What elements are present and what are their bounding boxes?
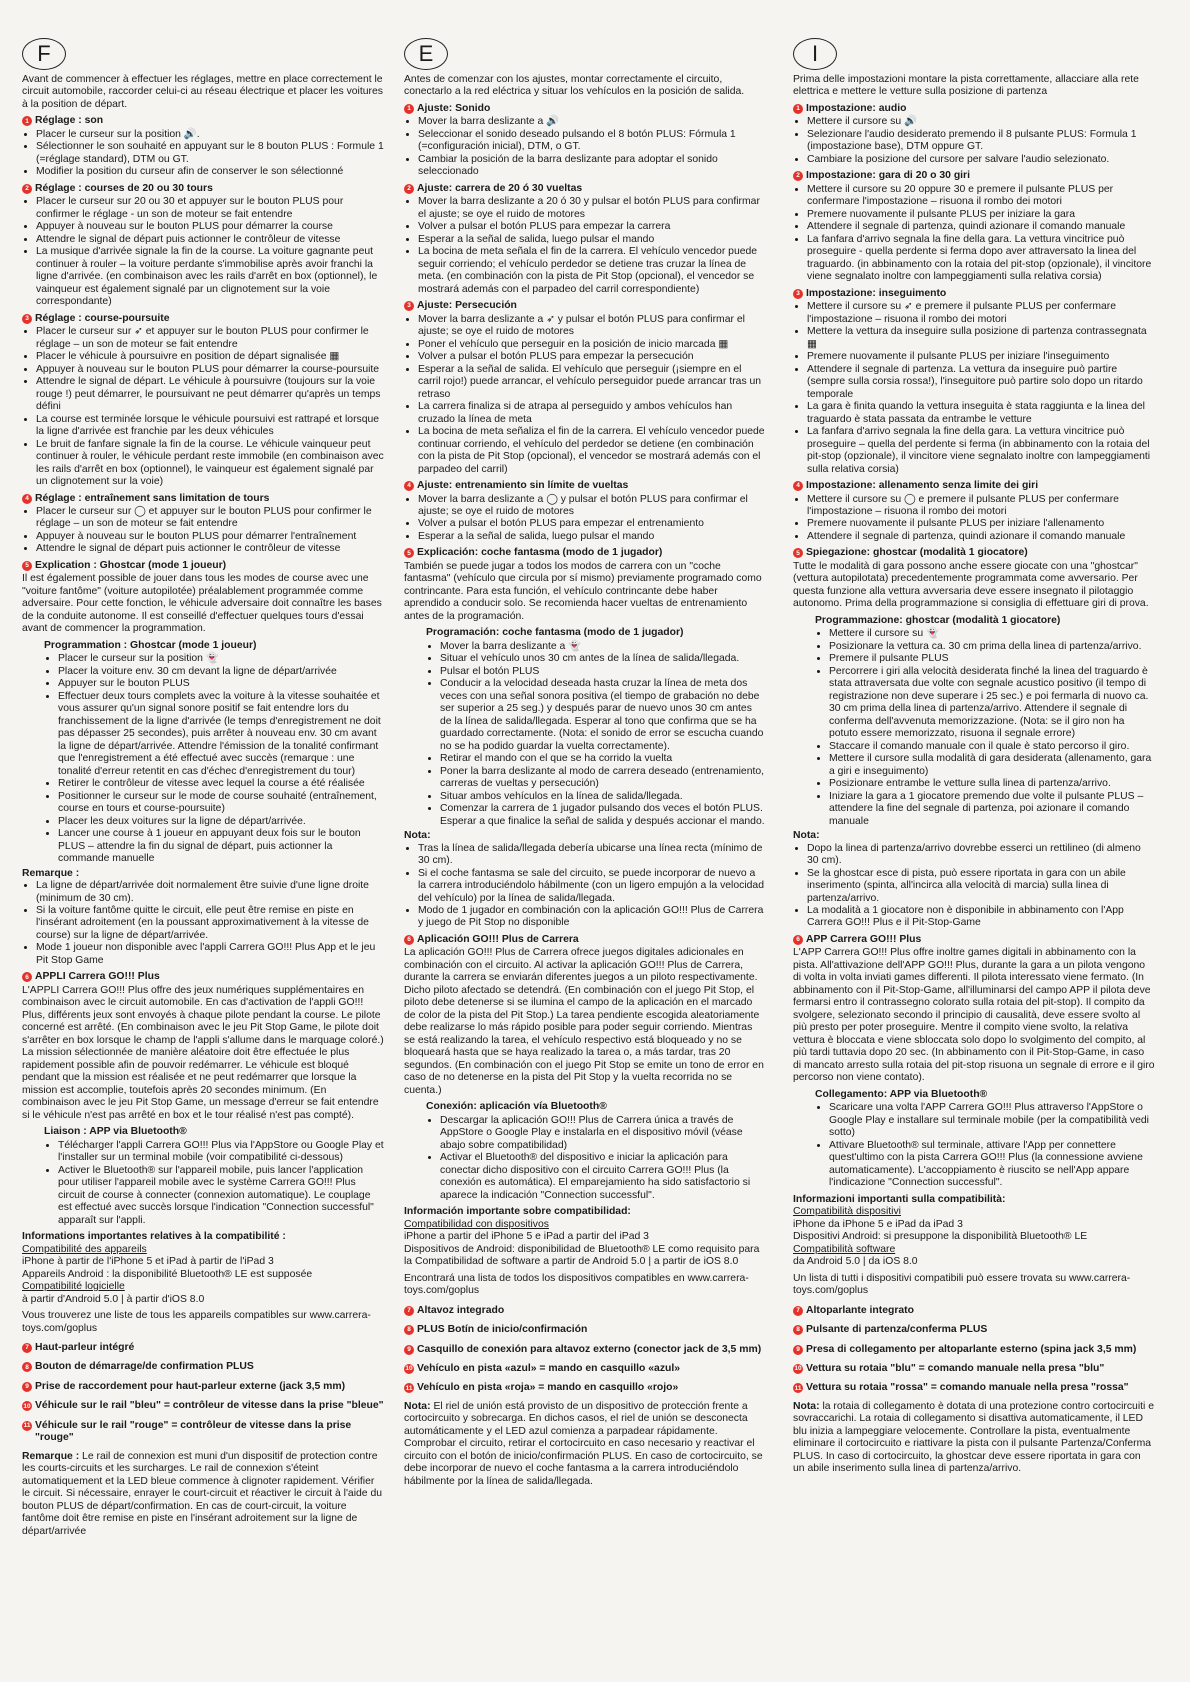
note-item: • Modo de 1 jugador en combinación con la aplicación GO!!! Plus de Carrera y juego de Pit Stop no disponible	[418, 905, 766, 930]
section-number: 3	[22, 314, 32, 324]
list-item: • Poner el vehículo que perseguir en la posición de inicio marcada ▦	[418, 339, 766, 351]
component-number: 10	[405, 1365, 413, 1373]
software-compat-label: Compatibilité logicielle	[22, 1281, 125, 1293]
list-item: • Mover la barra deslizante a 20 ó 30 y pulsar el botón PLUS para confirmar el ajuste; se oye el ruido de motores	[418, 196, 766, 221]
component-number: 9	[22, 1382, 32, 1392]
note-item: • Tras la línea de salida/llegada debería ubicarse una línea recta (mínimo de 30 cm).	[418, 843, 766, 868]
section-number: 1	[793, 104, 803, 114]
section-subtitle: Conexión: aplicación vía Bluetooth®	[426, 1101, 607, 1113]
list-item: • Mettere il cursore sulla modalità di gara desiderata (allenamento, gara a giri e inseguimento)	[829, 753, 1155, 778]
list-item: • Volver a pulsar el botón PLUS para empezar el entrenamiento	[418, 518, 766, 530]
list-item: • Placer le curseur sur ◯ et appuyer sur le bouton PLUS pour confirmer le réglage – un son de moteur se fait entendre	[36, 506, 384, 531]
note-title: Nota:	[404, 830, 431, 842]
intro-text: Prima delle impostazioni montare la pista correttamente, allacciare alla rete elettrica e mettere le vetture sulla posizione di partenza	[793, 74, 1139, 98]
section-list	[793, 628, 1155, 828]
component-number: 11	[405, 1384, 413, 1392]
component-label: Vettura su rotaia "rossa" = comando manuale nella presa "rossa"	[806, 1382, 1129, 1394]
device-compat-line-2: Dispositivos de Android: disponibilidad de Bluetooth® LE como requisito para la Compatibilidad de software a partir de Android 5.0 | a partir de iOS 8.0	[404, 1243, 760, 1268]
note-title: Nota:	[793, 830, 820, 842]
component-label: Prise de raccordement pour haut-parleur externe (jack 3,5 mm)	[35, 1380, 346, 1392]
section	[404, 547, 766, 930]
section-list	[793, 494, 1155, 544]
component-label: Casquillo de conexión para altavoz externo (conector jack de 3,5 mm)	[417, 1343, 762, 1355]
list-item: • Attendere il segnale di partenza. La vettura da inseguire può partire (sempre sulla corsia rossa!), l'inseguitore può partire solo dopo un ritardo temporale	[807, 364, 1155, 401]
list-item: • Iniziare la gara a 1 giocatore premendo due volte il pulsante PLUS – attendere la fine del segnale di partenza, poi azionare il comando manuale	[829, 791, 1155, 828]
device-compat-line-1: iPhone à partir de l'iPhone 5 et iPad à partir de l'iPad 3	[22, 1256, 274, 1268]
section-text: Tutte le modalità di gara possono anche essere giocate con una "ghostcar" (vettura autopilotata) precedentemente programmata come avversario. Per questa funzione alla vettura avversaria deve essere insegnato il pilotaggio autonomo. Prima della programmazione si consiglia di effettuare giri di prova.	[793, 560, 1149, 610]
note-title: Remarque :	[22, 867, 80, 879]
device-compat-label: Compatibilité des appareils	[22, 1243, 147, 1255]
list-item: • Conducir a la velocidad deseada hasta cruzar la línea de meta dos veces con una señal sonora positiva (el tiempo de grabación no debe ser superior a 25 seg.) y después parar de nuevo unos 30 cm antes de la línea de salida/llegada. Esperar al tono que confirma que se ha guardado correctamente. (Nota: el sonido de error se escucha cuando no se ha podido guardar la vuelta correctamente).	[440, 678, 766, 753]
component-legend-item	[793, 1305, 1155, 1317]
component-number: 7	[404, 1306, 414, 1316]
section-list	[22, 506, 384, 556]
final-note-text: El riel de unión está provisto de un dispositivo de protección frente a cortocircuito y sobrecarga. En dichos casos, el riel de unión se desconecta automáticamente y el LED azul comienza a parpadear rápidamente. Comprobar el circuito, retirar el cortocircuito en caso necesario y reactivar el circuito con el botón de inicio/confirmación PLUS. En caso de cortocircuito, se debe incorporar de nuevo el coche fantasma a la carrera introduciéndolo hábilmente por la línea de salida/llegada.	[404, 1400, 763, 1487]
list-item: • Comenzar la carrera de 1 jugador pulsando dos veces el botón PLUS. Esperar a que finalice la señal de salida y después accionar el mando.	[440, 803, 766, 828]
section-subtitle: Programación: coche fantasma (modo de 1 jugador)	[426, 627, 684, 639]
list-item: • La bocina de meta señaliza el fin de la carrera. El vehículo vencedor puede continuar corriendo, el vehículo del perdedor se detiene (en combinación con la pista de Pit Stop (opcional), el vencedor se mostrará además con el parpadeo del carril)	[418, 426, 766, 476]
list-item: • La carrera finaliza si de atrapa al perseguido y ambos vehículos han cruzado la línea de meta	[418, 401, 766, 426]
section-list	[793, 301, 1155, 476]
component-number: 8	[404, 1325, 414, 1335]
list-item: • Retirar el mando con el que se ha corrido la vuelta	[440, 753, 766, 765]
language-badge: F	[22, 38, 66, 70]
section-heading	[793, 480, 1155, 492]
section	[793, 547, 1155, 930]
section-heading	[22, 560, 384, 572]
list-item: • Esperar a la señal de salida, luego pulsar el mando	[418, 234, 766, 246]
section-heading	[22, 313, 384, 325]
component-number: 11	[23, 1422, 31, 1430]
section-list	[22, 1140, 384, 1227]
intro-text: Avant de commencer à effectuer les réglages, mettre en place correctement le circuit automobile, raccorder celui-ci au réseau électrique et placer les voitures à la position de départ.	[22, 74, 383, 110]
list-item: • Volver a pulsar el botón PLUS para empezar la persecución	[418, 351, 766, 363]
section-number: 1	[22, 116, 32, 126]
note-item: • La modalità a 1 giocatore non è disponibile in abbinamento con l'App Carrera GO!!! Plus e il Pit-Stop-Game	[807, 905, 1155, 930]
final-note-label: Nota:	[793, 1400, 820, 1412]
component-label: Altavoz integrado	[417, 1304, 505, 1316]
component-legend-item	[793, 1363, 1155, 1375]
list-item: • Mettere il cursore su 👻	[829, 628, 1155, 640]
list-item: • Appuyer à nouveau sur le bouton PLUS pour démarrer la course-poursuite	[36, 364, 384, 376]
component-number: 7	[793, 1306, 803, 1316]
section-number: 5	[404, 548, 414, 558]
list-item: • Cambiare la posizione del cursore per salvare l'audio selezionato.	[807, 154, 1155, 166]
compatibility-block	[793, 1194, 1155, 1269]
section-number: 6	[22, 972, 32, 982]
list-item: • Cambiar la posición de la barra deslizante para adoptar el sonido seleccionado	[418, 154, 766, 179]
section-number: 2	[793, 171, 803, 181]
list-item: • La course est terminée lorsque le véhicule poursuivi est rattrapé et lorsque la ligne d'arrivée est franchie par les deux véhicules	[36, 414, 384, 439]
component-label: Haut-parleur intégré	[35, 1341, 135, 1353]
section-heading	[404, 547, 766, 559]
compatibility-block	[404, 1206, 766, 1268]
final-note-label: Remarque :	[22, 1450, 80, 1462]
section	[793, 288, 1155, 476]
list-item: • Mettere la vettura da inseguire sulla posizione di partenza contrassegnata ▦	[807, 326, 1155, 351]
section-number: 5	[22, 561, 32, 571]
list-item: • Attendere il segnale di partenza, quindi azionare il comando manuale	[807, 531, 1155, 543]
section-heading	[22, 183, 384, 195]
list-item: • Premere nuovamente il pulsante PLUS per iniziare la gara	[807, 209, 1155, 221]
note-item: • Si la voiture fantôme quitte le circuit, elle peut être remise en piste en l'insérant adroitement (en la poussant approximativement à la vitesse de course) sur la ligne de départ/arrivée.	[36, 905, 384, 942]
component-legend-item	[404, 1363, 766, 1375]
compatible-list-text: Vous trouverez une liste de tous les appareils compatibles sur www.carrera-toys.com/goplus	[22, 1310, 371, 1334]
section-subtitle: Programmation : Ghostcar (mode 1 joueur)	[44, 639, 257, 651]
compatibility-title: Información importante sobre compatibilidad:	[404, 1206, 631, 1218]
final-note	[22, 1451, 384, 1538]
section	[22, 183, 384, 309]
list-item: • Attivare Bluetooth® sul terminale, attivare l'App per connettere quest'ultimo con la pista Carrera GO!!! Plus (la connessione avviene automaticamente). L'accoppiamento è riuscito se nell'App appare l'indicazione "Connection successful".	[829, 1140, 1155, 1190]
final-note	[793, 1401, 1155, 1476]
section-heading	[22, 493, 384, 505]
section-list	[404, 116, 766, 178]
component-label: Véhicule sur le rail "bleu" = contrôleur de vitesse dans la prise "bleue"	[35, 1400, 384, 1412]
section-heading	[793, 170, 1155, 182]
component-number: 8	[22, 1362, 32, 1372]
list-item: • Seleccionar el sonido deseado pulsando el 8 botón PLUS: Fórmula 1 (=configuración inicial), DTM, o GT.	[418, 129, 766, 154]
section-title: Impostazione: audio	[806, 102, 907, 114]
section	[22, 313, 384, 489]
section-text: L'APPLI Carrera GO!!! Plus offre des jeux numériques supplémentaires en combinaison avec le circuit automobile. En cas d'activation de l'appli GO!!! Plus, différents jeux sont envoyés à chaque pilote pendant la course. Le pilote concerné est arrêté. (En combinaison avec le jeu Pit Stop Game, le pilote doit s'arrêter en box lorsque le champ de l'appli s'allume dans le marquage coloré.) La mission sélectionnée de manière aléatoire doit être effectuée le plus rapidement possible afin de pouvoir redémarrer. Le véhicule est bloqué pendant que la mission est réalisée et ne peut redémarrer que lorsque la mission est accomplie, toutefois après 20 secondes minimum. (En combinaison avec le jeu Pit Stop Game, un message d'erreur se fait entendre si le véhicule n'est pas arrêté en box et le tour réalisé n'est pas compté).	[22, 984, 384, 1121]
column-french	[22, 38, 384, 1542]
section-title: Réglage : son	[35, 115, 104, 127]
component-legend-item	[404, 1344, 766, 1356]
list-item: • Volver a pulsar el botón PLUS para empezar la carrera	[418, 221, 766, 233]
section-heading	[404, 300, 766, 312]
list-item: • Premere il pulsante PLUS	[829, 653, 1155, 665]
list-item: • Effectuer deux tours complets avec la voiture à la vitesse souhaitée et vous assurer qu'un signal sonore positif se fait entendre lors du franchissement de la ligne d'arrivée (le temps d'enregistrement ne doit pas dépasser 25 secondes), puis arrêter à nouveau env. 30 cm avant la ligne de départ/arrivée. Attendre l'émission de la tonalité confirmant que l'enregistrement a été effectué avec succès (remarque : une tonalité d'erreur retentit en cas d'échec d'enregistrement du tour)	[58, 691, 384, 778]
component-label: Vehículo en pista «roja» = mando en casquillo «rojo»	[417, 1382, 679, 1394]
note-item: • Dopo la linea di partenza/arrivo dovrebbe esserci un rettilineo (di almeno 30 cm).	[807, 843, 1155, 868]
section-number: 4	[404, 481, 414, 491]
note-list	[793, 843, 1155, 930]
section-title: Ajuste: Sonido	[417, 102, 491, 114]
final-note-text: Le rail de connexion est muni d'un dispositif de protection contre les courts-circuits et les surcharges. Le rail de connexion s'éteint automatiquement et la LED bleue commence à clignoter rapidement. Vérifier le circuit. Si nécessaire, enrayer le court-circuit et réactiver le circuit à l'aide du bouton PLUS de départ/confirmation. En cas de court-circuit, la voiture fantôme doit être remise en piste en l'insérant adroitement sur la ligne de départ/arrivée	[22, 1450, 383, 1537]
language-badge: I	[793, 38, 837, 70]
section	[404, 103, 766, 179]
component-label: Pulsante di partenza/conferma PLUS	[806, 1324, 988, 1336]
list-item: • Percorrere i giri alla velocità desiderata finché la linea del traguardo è stata attraversata due volte con segnale acustico positivo (il tempo di registrazione non deve superare i 25 sec.) e poi fermarla di nuovo ca. 30 cm prima della linea di partenza/arrivo. Attendere il segnale di conferma dell'avvenuta memorizzazione. (Nota: se il giro non ha potuto essere memorizzato, risuona il segnale errore)	[829, 666, 1155, 741]
device-compat-line-1: iPhone a partir del iPhone 5 e iPad a partir del iPad 3	[404, 1231, 649, 1243]
section-list	[404, 196, 766, 296]
list-item: • Retirer le contrôleur de vitesse avec lequel la course a été réalisée	[58, 778, 384, 790]
list-item: • Premere nuovamente il pulsante PLUS per iniziare l'inseguimento	[807, 351, 1155, 363]
section-list	[22, 129, 384, 179]
component-label: Vehículo en pista «azul» = mando en casquillo «azul»	[417, 1362, 681, 1374]
note-list	[22, 880, 384, 967]
list-item: • Posizionare la vettura ca. 30 cm prima della linea di partenza/arrivo.	[829, 641, 1155, 653]
compatibility-title: Informations importantes relatives à la compatibilité :	[22, 1231, 286, 1243]
section-heading	[404, 103, 766, 115]
component-legend-item	[793, 1344, 1155, 1356]
list-item: • Activar el Bluetooth® del dispositivo e iniciar la aplicación para conectar dicho dispositivo con el circuito Carrera GO!!! Plus (la conexión es automática). El emparejamiento ha sido satisfactorio si aparece la indicación "Connection successful".	[440, 1152, 766, 1202]
list-item: • La fanfara d'arrivo segnala la fine della gara. La vettura vincitrice può proseguire - quella perdente si ferma dopo aver attraversato la linea del traguardo. (in abbinamento con la rotaia del pit-stop (opzionale), il vincitore viene segnalato inoltre con lampeggiamenti sulla relativa corsia)	[807, 234, 1155, 284]
section-heading	[404, 480, 766, 492]
section-heading	[793, 547, 1155, 559]
language-badge: E	[404, 38, 448, 70]
list-item: • Télécharger l'appli Carrera GO!!! Plus via l'AppStore ou Google Play et l'installer sur un terminal mobile (voir compatibilité ci-dessous)	[58, 1140, 384, 1165]
column-italian	[793, 38, 1155, 1480]
section-list	[404, 314, 766, 476]
component-number: 11	[794, 1384, 802, 1392]
list-item: • Premere nuovamente il pulsante PLUS per iniziare l'allenamento	[807, 518, 1155, 530]
device-compat-label: Compatibilidad con dispositivos	[404, 1218, 549, 1230]
section-list	[404, 1115, 766, 1202]
section-title: APPLI Carrera GO!!! Plus	[35, 971, 160, 983]
list-item: • Mover la barra deslizante a ➶ y pulsar el botón PLUS para confirmar el ajuste; se oye el ruido de motores	[418, 314, 766, 339]
column-spanish	[404, 38, 766, 1492]
list-item: • Esperar a la señal de salida, luego pulsar el mando	[418, 531, 766, 543]
component-number: 10	[23, 1402, 31, 1410]
component-number: 10	[794, 1365, 802, 1373]
section-title: APP Carrera GO!!! Plus	[806, 933, 922, 945]
list-item: • Posizionare entrambe le vetture sulla linea di partenza/arrivo.	[829, 778, 1155, 790]
section-number: 2	[22, 184, 32, 194]
section-number: 3	[404, 301, 414, 311]
final-note-label: Nota:	[404, 1400, 431, 1412]
section	[793, 934, 1155, 1190]
list-item: • Staccare il comando manuale con il quale è stato percorso il giro.	[829, 741, 1155, 753]
section-title: Ajuste: Persecución	[417, 300, 517, 312]
list-item: • Placer le véhicule à poursuivre en position de départ signalisée ▦	[36, 351, 384, 363]
section-heading	[793, 934, 1155, 946]
list-item: • La musique d'arrivée signale la fin de la course. La voiture gagnante peut continuer à rouler – la voiture perdante s'immobilise après avoir franchi la ligne d'arrivée. (en combinaison avec les rails d'arrêt en box (optionnel), le vainqueur est également signalé par un clignotement sur la voie correspondante)	[36, 246, 384, 308]
intro-text: Antes de comenzar con los ajustes, montar correctamente el circuito, conectarlo a la red eléctrica y situar los vehículos en la posición de salida.	[404, 74, 745, 98]
section	[22, 115, 384, 178]
list-item: • Scaricare una volta l'APP Carrera GO!!! Plus attraverso l'AppStore o Google Play e installare sul terminale mobile (per la compatibilità vedi sotto)	[829, 1102, 1155, 1139]
list-item: • Attendere il segnale di partenza, quindi azionare il comando manuale	[807, 221, 1155, 233]
component-legend-item	[22, 1361, 384, 1373]
section-number: 2	[404, 184, 414, 194]
section-number: 1	[404, 104, 414, 114]
list-item: • Lancer une course à 1 joueur en appuyant deux fois sur le bouton PLUS – attendre la fin du signal de départ, puis actionner la commande manuelle	[58, 828, 384, 865]
note-item: • La ligne de départ/arrivée doit normalement être suivie d'une ligne droite (minimum de 30 cm).	[36, 880, 384, 905]
section-heading	[404, 183, 766, 195]
section	[404, 300, 766, 476]
list-item: • Mover la barra deslizante a 🔊	[418, 116, 766, 128]
list-item: • Esperar a la señal de salida. El vehículo que perseguir (¡siempre en el carril rojo!) puede arrancar, el vehículo perseguidor puede arrancar tras un retraso	[418, 364, 766, 401]
list-item: • Mettere il cursore su ➶ e premere il pulsante PLUS per confermare l'impostazione – risuona il rombo dei motori	[807, 301, 1155, 326]
software-compat-line: da Android 5.0 | da iOS 8.0	[793, 1256, 918, 1268]
section-subtitle: Liaison : APP via Bluetooth®	[44, 1126, 187, 1138]
list-item: • Positionner le curseur sur le mode de course souhaité (entraînement, course en tours et course-poursuite)	[58, 791, 384, 816]
final-note-text: la rotaia di collegamento è dotata di una protezione contro cortocircuiti e sovraccarichi. La rotaia di collegamento si disattiva automaticamente, il LED blu inizia a lampeggiare velocemente. Controllare la pista, eventualmente eliminare il cortocircuito e riattivare la pista con il pulsante Partenza/Conferma PLUS. In caso di cortocircuito, la ghostcar deve essere riportata in gara con un abile inserimento sulla linea di partenza/arrivo.	[793, 1400, 1154, 1475]
section-list	[22, 196, 384, 308]
section	[404, 934, 766, 1202]
section	[22, 971, 384, 1227]
component-legend-item	[22, 1400, 384, 1412]
section	[793, 103, 1155, 166]
software-compat-label: Compatibilità software	[793, 1243, 896, 1255]
component-legend-item	[404, 1305, 766, 1317]
list-item: • Attendre le signal de départ. Le véhicule à poursuivre (toujours sur la voie rouge !) peut démarrer, le poursuivant ne peut démarrer qu'après un temps défini	[36, 376, 384, 413]
section-list	[793, 184, 1155, 284]
section-title: Ajuste: entrenamiento sin límite de vueltas	[417, 480, 629, 492]
component-number: 9	[793, 1345, 803, 1355]
compatible-list-text: Un lista di tutti i dispositivi compatibili può essere trovata su www.carrera-toys.com/goplus	[793, 1272, 1131, 1297]
list-item: • Situar ambos vehículos en la línea de salida/llegada.	[440, 791, 766, 803]
list-item: • Situar el vehículo unos 30 cm antes de la línea de salida/llegada.	[440, 653, 766, 665]
list-item: • Appuyer à nouveau sur le bouton PLUS pour démarrer la course	[36, 221, 384, 233]
note-item: • Se la ghostcar esce di pista, può essere riportata in gara con un abile inserimento (spinta, all'incirca alla velocità di marcia) sulla linea di partenza/arrivo.	[807, 868, 1155, 905]
section-list	[22, 653, 384, 865]
section	[22, 493, 384, 556]
section-title: Réglage : course-poursuite	[35, 312, 170, 324]
list-item: • Appuyer sur le bouton PLUS	[58, 678, 384, 690]
list-item: • Placer le curseur sur la position 👻	[58, 653, 384, 665]
list-item: • Placer le curseur sur la position 🔊.	[36, 129, 384, 141]
component-label: Bouton de démarrage/de confirmation PLUS	[35, 1361, 254, 1373]
section-list	[404, 494, 766, 544]
section-title: Explication : Ghostcar (mode 1 joueur)	[35, 559, 227, 571]
section-list	[22, 326, 384, 488]
component-legend-item	[793, 1382, 1155, 1394]
list-item: • Attendre le signal de départ puis actionner le contrôleur de vitesse	[36, 543, 384, 555]
list-item: • Pulsar el botón PLUS	[440, 666, 766, 678]
list-item: • La fanfara d'arrivo segnala la fine della gara. La vettura vincitrice può proseguire – quella del perdente si ferma (in abbinamento con la rotaia del pit-stop (opzionale), il vincitore viene segnalato inoltre con lampeggiamenti sulla relativa corsia)	[807, 426, 1155, 476]
section-text: También se puede jugar a todos los modos de carrera con un "coche fantasma" (vehículo que circula por sí mismo) previamente programado como contrincante. Para esta función, el vehículo contrincante debe haber aprendido a conducir solo. Se recomienda hacer vueltas de entrenamiento antes de la programación.	[404, 560, 762, 622]
section-number: 3	[793, 289, 803, 299]
compatibility-title: Informazioni importanti sulla compatibilità:	[793, 1193, 1006, 1205]
section-heading	[22, 115, 384, 127]
list-item: • La gara è finita quando la vettura inseguita è stata raggiunta e la linea del traguardo è stata passata da entrambe le vetture	[807, 401, 1155, 426]
device-compat-line-2: Appareils Android : la disponibilité Bluetooth® LE est supposée	[22, 1268, 313, 1280]
list-item: • La bocina de meta señala el fin de la carrera. El vehículo vencedor puede seguir corriendo; el vehículo perdedor se detiene tras cruzar la línea de meta. (en combinación con la pista de Pit Stop (opcional), el vencedor se mostrará además con el parpadeo del carril correspondiente)	[418, 246, 766, 296]
section-list	[793, 116, 1155, 166]
section	[793, 170, 1155, 283]
section-subtitle: Programmazione: ghostcar (modalità 1 giocatore)	[815, 614, 1061, 626]
component-label: Véhicule sur le rail "rouge" = contrôleur de vitesse dans la prise "rouge"	[35, 1419, 352, 1444]
section	[793, 480, 1155, 543]
section-number: 6	[793, 935, 803, 945]
list-item: • Descargar la aplicación GO!!! Plus de Carrera única a través de AppStore o Google Play e instalarla en el dispositivo móvil (véase abajo sobre compatibilidad)	[440, 1115, 766, 1152]
note-item: • Mode 1 joueur non disponible avec l'appli Carrera GO!!! Plus App et le jeu Pit Stop Game	[36, 942, 384, 967]
section-number: 4	[793, 481, 803, 491]
section-title: Ajuste: carrera de 20 ó 30 vueltas	[417, 182, 583, 194]
compatibility-block	[22, 1231, 384, 1306]
section	[404, 183, 766, 296]
section-heading	[793, 288, 1155, 300]
section-subtitle: Collegamento: APP via Bluetooth®	[815, 1088, 988, 1100]
section-title: Impostazione: allenamento senza limite dei giri	[806, 480, 1039, 492]
section-heading	[404, 934, 766, 946]
component-label: Presa di collegamento per altoparlante esterno (spina jack 3,5 mm)	[806, 1343, 1137, 1355]
list-item: • Mettere il cursore su 20 oppure 30 e premere il pulsante PLUS per confermare l'impostazione – risuona il rombo dei motori	[807, 184, 1155, 209]
device-compat-label: Compatibilità dispositivi	[793, 1206, 901, 1218]
component-legend-item	[793, 1324, 1155, 1336]
list-item: • Selezionare l'audio desiderato premendo il 8 pulsante PLUS: Formula 1 (impostazione base), DTM oppure GT.	[807, 129, 1155, 154]
list-item: • Placer les deux voitures sur la ligne de départ/arrivée.	[58, 816, 384, 828]
section-title: Réglage : courses de 20 ou 30 tours	[35, 182, 213, 194]
section-title: Aplicación GO!!! Plus de Carrera	[417, 933, 579, 945]
list-item: • Mettere il cursore su 🔊	[807, 116, 1155, 128]
list-item: • Le bruit de fanfare signale la fin de la course. Le véhicule vainqueur peut continuer à rouler, le véhicule perdant reste immobile (en combinaison avec les rails d'arrêt en box (optionnel), le vainqueur est également signalé par un clignotement sur la voie)	[36, 439, 384, 489]
list-item: • Mover la barra deslizante a 👻	[440, 641, 766, 653]
component-label: PLUS Botín de inicio/confirmación	[417, 1324, 588, 1336]
component-legend-item	[404, 1382, 766, 1394]
component-number: 7	[22, 1343, 32, 1353]
section-title: Explicación: coche fantasma (modo de 1 jugador)	[417, 547, 663, 559]
list-item: • Placer le curseur sur 20 ou 30 et appuyer sur le bouton PLUS pour confirmer le réglage - un son de moteur se fait entendre	[36, 196, 384, 221]
list-item: • Activer le Bluetooth® sur l'appareil mobile, puis lancer l'application pour utiliser l'appareil mobile avec le système Carrera GO!!! Plus circuit de course à connecter (connexion automatique). Le couplage est effectué avec succès lorsque l'indication "Connection successful" apparaît sur l'appli.	[58, 1165, 384, 1227]
component-label: Vettura su rotaia "blu" = comando manuale nella presa "blu"	[806, 1362, 1105, 1374]
section-title: Spiegazione: ghostcar (modalità 1 giocatore)	[806, 547, 1028, 559]
section-heading	[22, 971, 384, 983]
list-item: • Poner la barra deslizante al modo de carrera deseado (entrenamiento, carreras de vueltas y persecución)	[440, 766, 766, 791]
list-item: • Appuyer à nouveau sur le bouton PLUS pour démarrer l'entraînement	[36, 531, 384, 543]
final-note	[404, 1401, 766, 1488]
software-compat-line: à partir d'Android 5.0 | à partir d'iOS 8.0	[22, 1293, 205, 1305]
section-number: 4	[22, 494, 32, 504]
section-title: Impostazione: inseguimento	[806, 287, 947, 299]
note-item: • Si el coche fantasma se sale del circuito, se puede incorporar de nuevo a la carrera introduciéndolo hábilmente (con un ligero empujón a la velocidad del vehículo) por la línea de salida/llegada.	[418, 868, 766, 905]
section-heading	[793, 103, 1155, 115]
section-title: Impostazione: gara di 20 o 30 giri	[806, 170, 970, 182]
component-number: 8	[793, 1325, 803, 1335]
section-number: 6	[404, 935, 414, 945]
section-list	[793, 1102, 1155, 1189]
section-text: Il est également possible de jouer dans tous les modes de course avec une "voiture fantôme" (voiture autopilotée) préalablement programmée comme adversaire. Pour cette fonction, le véhicule adversaire doit connaître les bases de la conduite autonome. Il est conseillé d'effectuer quelques tours d'essai avant de commencer la programmation.	[22, 573, 382, 635]
compatible-list-text: Encontrará una lista de todos los dispositivos compatibles en www.carrera-toys.com/goplus	[404, 1272, 749, 1297]
list-item: • Placer la voiture env. 30 cm devant la ligne de départ/arrivée	[58, 666, 384, 678]
section-number: 5	[793, 548, 803, 558]
section-text: L'APP Carrera GO!!! Plus offre inoltre games digitali in abbinamento con la pista. All'attivazione dell'APP GO!!! Plus, durante la gara a un pilota vengono di volta in volta inviati games differenti. Il pilota interessato viene fermato. (In abbinamento con il Pit-Stop-Game, all'illuminarsi del campo APP il pilota deve fermarsi entro il contrassegno colorato sulla rotaia del pit-stop). Il compito da svolgere, selezionato secondo il principio di causalità, deve essere svolto al più presto per poter proseguire. Mentre il compito viene svolto, la relativa vettura è bloccata e viene sbloccata solo dopo lo svolgimento del compito, al più tardi tuttavia dopo 20 sec. (In abbinamento con il Pit-Stop-Game, in caso di mancato arresto sulla rotaia del pit-stop risuona un segnale di errore e il giro percorso non viene contato).	[793, 947, 1155, 1084]
component-legend-item	[22, 1420, 384, 1445]
component-legend-item	[404, 1324, 766, 1336]
section-text: La aplicación GO!!! Plus de Carrera ofrece juegos digitales adicionales en combinación con el circuito. Al activar la aplicación GO!!! Plus de Carrera, durante la carrera se enviarán diferentes juegos a un piloto respectivamente. Dicho piloto afectado se detendrá. (En combinación con el juego Pit Stop, el piloto debe detenerse si se ilumina el campo de la aplicación en el marcado de color de la pista del Pit Stop.) La tarea pendiente escogida aleatoriamente debe realizarse lo más rápido posible para poder seguir corriendo. Mientras se está realizando la tarea, el vehículo respectivo está bloqueado y no se bloqueará hasta que se haya realizado la tarea o, a más tardar, tras 20 segundos. (En combinación con el juego Pit Stop se emite un tono de error en caso de no detenerse en la pista del Pit Stop y la vuelta recorrida no se cuenta.)	[404, 947, 764, 1096]
component-legend-item	[22, 1381, 384, 1393]
device-compat-line-1: iPhone da iPhone 5 e iPad da iPad 3	[793, 1218, 963, 1230]
list-item: • Modifier la position du curseur afin de conserver le son sélectionné	[36, 166, 384, 178]
list-item: • Mover la barra deslizante a ◯ y pulsar el botón PLUS para confirmar el ajuste; se oye el ruido de motores	[418, 494, 766, 519]
section-list	[404, 641, 766, 828]
list-item: • Mettere il cursore su ◯ e premere il pulsante PLUS per confermare l'impostazione – risuona il rombo dei motori	[807, 494, 1155, 519]
section	[404, 480, 766, 543]
section-title: Réglage : entraînement sans limitation de tours	[35, 492, 270, 504]
component-legend-item	[22, 1342, 384, 1354]
device-compat-line-2: Dispositivi Android: si presuppone la disponibilità Bluetooth® LE	[793, 1231, 1088, 1243]
section	[22, 560, 384, 968]
list-item: • Attendre le signal de départ puis actionner le contrôleur de vitesse	[36, 234, 384, 246]
component-label: Altoparlante integrato	[806, 1304, 914, 1316]
note-list	[404, 843, 766, 930]
list-item: • Sélectionner le son souhaité en appuyant sur le 8 bouton PLUS : Formule 1 (=réglage standard), DTM ou GT.	[36, 141, 384, 166]
list-item: • Placer le curseur sur ➶ et appuyer sur le bouton PLUS pour confirmer le réglage – un son de moteur se fait entendre	[36, 326, 384, 351]
component-number: 9	[404, 1345, 414, 1355]
